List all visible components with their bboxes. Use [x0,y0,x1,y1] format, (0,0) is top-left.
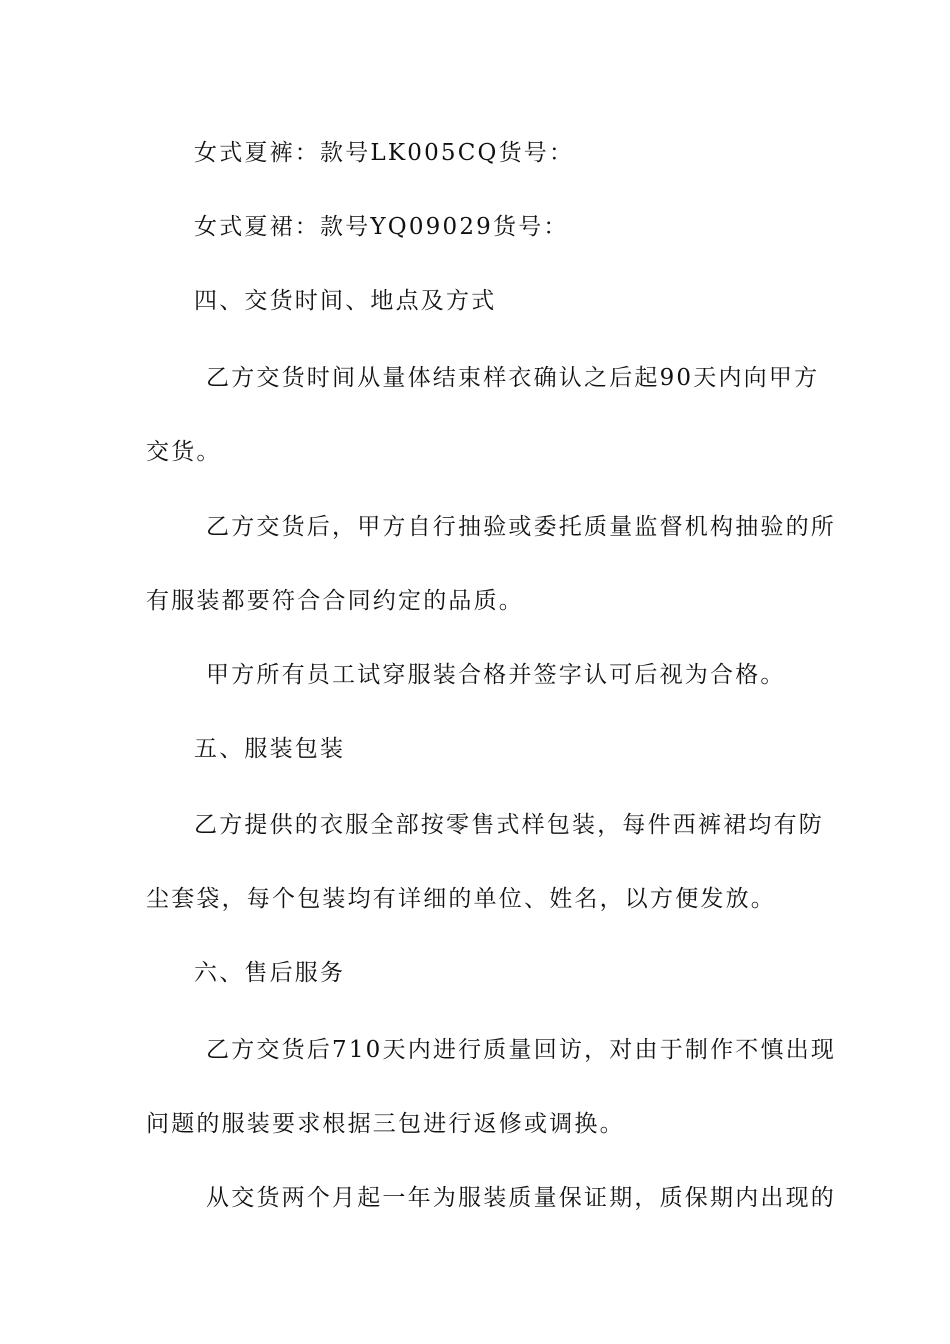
paragraph-line: 甲方所有员工试穿服装合格并签字认可后视为合格。 [206,662,786,688]
paragraph-line: 从交货两个月起一年为服装质量保证期，质保期内出现的 [206,1185,836,1211]
paragraph-line: 有服装都要符合合同约定的品质。 [146,588,524,614]
paragraph-line: 乙方交货后710天内进行质量回访，对由于制作不慎出现 [206,1037,837,1063]
paragraph-line: 交货。 [146,439,222,465]
paragraph-line: 乙方交货后，甲方自行抽验或委托质量监督机构抽验的所 [206,514,836,540]
paragraph-line: 尘套袋，每个包装均有详细的单位、姓名，以方便发放。 [146,886,776,912]
section-heading-packaging: 五、服装包装 [194,736,346,762]
paragraph-line: 乙方交货时间从量体结束样衣确认之后起90天内向甲方 [206,365,820,391]
section-heading-delivery: 四、交货时间、地点及方式 [194,288,497,314]
section-heading-after-sales: 六、售后服务 [194,960,346,986]
item-women-summer-skirt: 女式夏裙：款号YQ09029货号： [194,214,569,240]
paragraph-line: 问题的服装要求根据三包进行返修或调换。 [146,1111,625,1137]
paragraph-line: 乙方提供的衣服全部按零售式样包装，每件西裤裙均有防 [194,812,824,838]
item-women-summer-pants: 女式夏裤：款号LK005CQ货号： [194,140,575,166]
